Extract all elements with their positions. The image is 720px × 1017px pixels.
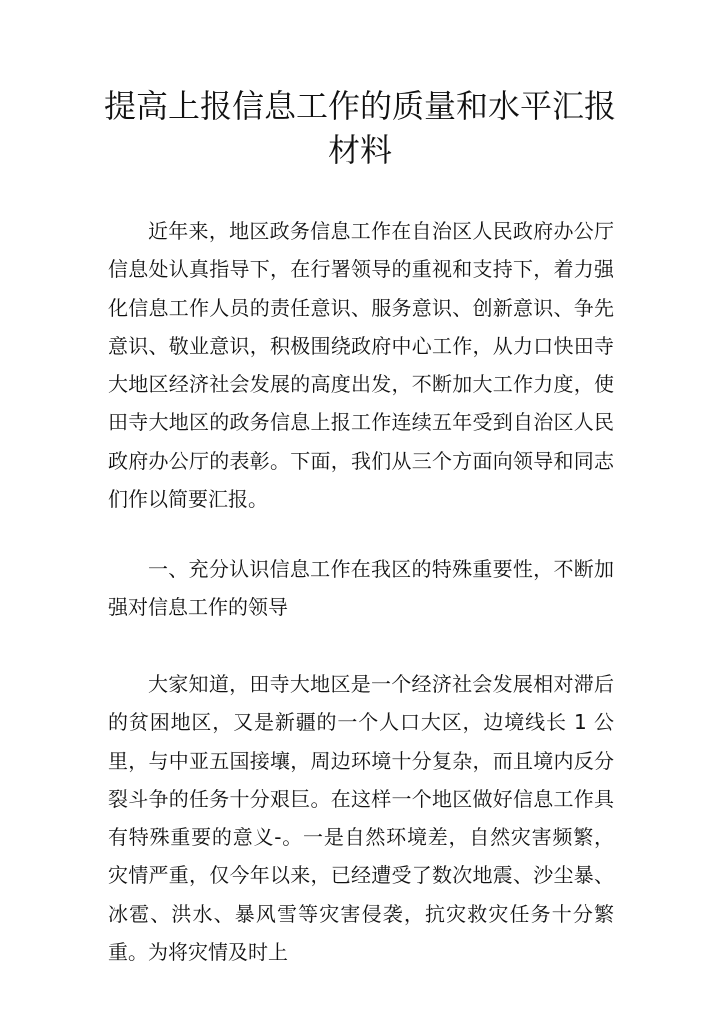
paragraph-section-1: 大家知道，田寺大地区是一个经济社会发展相对滞后的贫困地区，又是新疆的一个人口大区，边境线长 1 公里，与中亚五国接壤，周边环境十分复杂，而且境内反分裂斗争的任务十分艰巨。在这样一个地区做好信息工作具有特殊重要的意义-。一是自然环境差，自然灾害频繁，灾情严重，仅今年以来，已经遭受了数次地震、沙尘暴、冰雹、洪水、暴风雪等灾害侵袭，抗灾救灾任务十分繁重。为将灾情及时上 [108,672,614,965]
document-title: 提高上报信息工作的质量和水平汇报材料 [103,87,616,169]
paragraph-intro: 近年来，地区政务信息工作在自治区人民政府办公厅信息处认真指导下，在行署领导的重视和支持下，着力强化信息工作人员的责任意识、服务意识、创新意识、争先意识、敬业意识，积极围绕政府中心工作，从力口快田寺大地区经济社会发展的高度出发，不断加大工作力度，使田寺大地区的政务信息上报工作连续五年受到自治区人民政府办公厅的表彰。下面，我们从三个方面向领导和同志们作以简要汇报。 [108,219,614,512]
section-heading-1: 一、充分认识信息工作在我区的特殊重要性，不断加强对信息工作的领导 [108,557,614,620]
